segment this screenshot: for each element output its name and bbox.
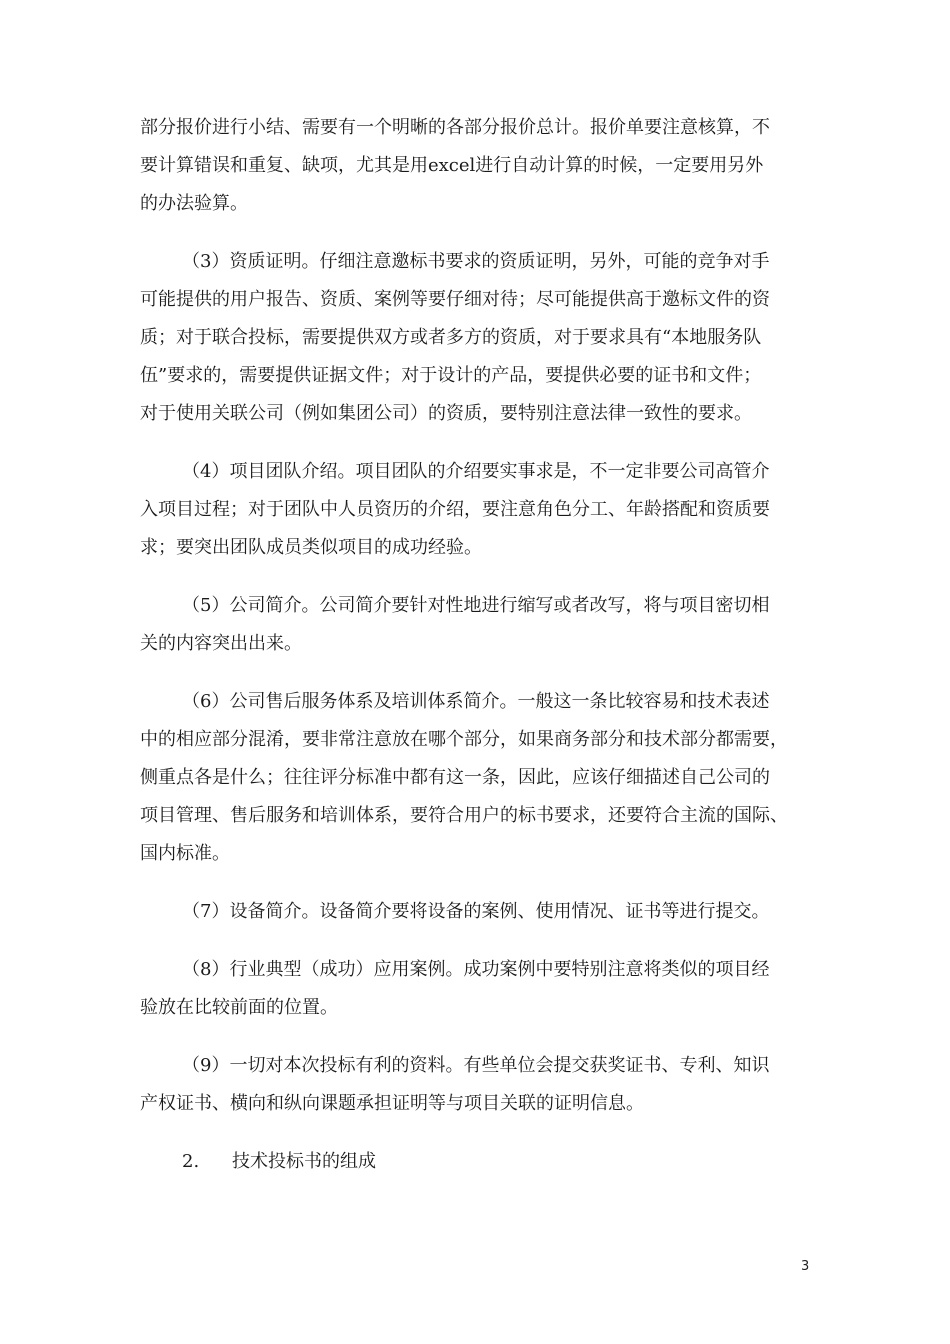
paragraph-line: 部分报价进行小结、需要有一个明晰的各部分报价总计。报价单要注意核算，不 bbox=[140, 117, 770, 138]
paragraph-line: （3）资质证明。仔细注意邀标书要求的资质证明，另外，可能的竞争对手 bbox=[182, 251, 770, 272]
page-number: 3 bbox=[801, 1259, 810, 1274]
paragraph-line: （8）行业典型（成功）应用案例。成功案例中要特别注意将类似的项目经 bbox=[182, 959, 770, 980]
paragraph-line: （6）公司售后服务体系及培训体系简介。一般这一条比较容易和技术表述 bbox=[182, 691, 770, 712]
paragraph-line: 验放在比较前面的位置。 bbox=[140, 997, 338, 1018]
paragraph-line: 可能提供的用户报告、资质、案例等要仔细对待；尽可能提供高于邀标文件的资 bbox=[140, 289, 770, 310]
paragraph-line: 质；对于联合投标，需要提供双方或者多方的资质，对于要求具有“本地服务队 bbox=[140, 327, 762, 348]
paragraph-line: 入项目过程；对于团队中人员资历的介绍，要注意角色分工、年龄搭配和资质要 bbox=[140, 499, 770, 520]
paragraph-line: 的办法验算。 bbox=[140, 193, 248, 214]
paragraph-line: 国内标准。 bbox=[140, 843, 230, 864]
paragraph-line: （4）项目团队介绍。项目团队的介绍要实事求是，不一定非要公司高管介 bbox=[182, 461, 770, 482]
paragraph-line: （9）一切对本次投标有利的资料。有些单位会提交获奖证书、专利、知识 bbox=[182, 1055, 770, 1076]
section-heading-number: 2. bbox=[182, 1151, 200, 1172]
section-heading-title: 技术投标书的组成 bbox=[232, 1151, 376, 1172]
paragraph-line: 对于使用关联公司（例如集团公司）的资质，要特别注意法律一致性的要求。 bbox=[140, 403, 752, 424]
paragraph-line: 项目管理、售后服务和培训体系，要符合用户的标书要求，还要符合主流的国际、 bbox=[140, 805, 788, 826]
paragraph-line: （5）公司简介。公司简介要针对性地进行缩写或者改写，将与项目密切相 bbox=[182, 595, 770, 616]
paragraph-line: 产权证书、横向和纵向课题承担证明等与项目关联的证明信息。 bbox=[140, 1093, 644, 1114]
paragraph-line: （7）设备简介。设备简介要将设备的案例、使用情况、证书等进行提交。 bbox=[182, 901, 770, 922]
paragraph-line: 要计算错误和重复、缺项，尤其是用excel进行自动计算的时候，一定要用另外 bbox=[140, 155, 764, 176]
paragraph-line: 中的相应部分混淆，要非常注意放在哪个部分，如果商务部分和技术部分都需要， bbox=[140, 729, 788, 750]
paragraph-line: 关的内容突出出来。 bbox=[140, 633, 302, 654]
paragraph-line: 侧重点各是什么；往往评分标准中都有这一条，因此，应该仔细描述自己公司的 bbox=[140, 767, 770, 788]
paragraph-line: 求；要突出团队成员类似项目的成功经验。 bbox=[140, 537, 482, 558]
paragraph-line: 伍”要求的，需要提供证据文件；对于设计的产品，要提供必要的证书和文件； bbox=[140, 365, 762, 386]
